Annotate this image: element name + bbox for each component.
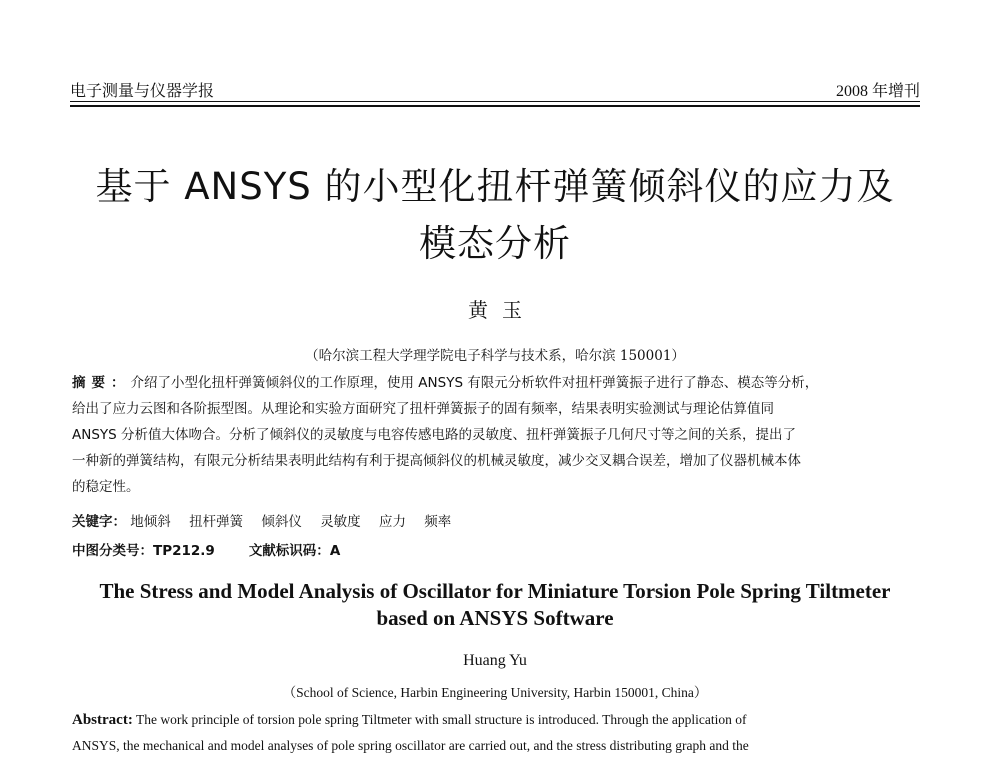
title-english-line-2: based on ANSYS Software [376,606,614,630]
title-english [70,578,920,632]
abstract-chinese-line-3: ANSYS 分析值大体吻合。分析了倾斜仪的灵敏度与电容传感电路的灵敏度、扭杆弹簧振子几何尺寸等之间的关系，提出了 [72,427,797,443]
author-chinese: 黄玉 [468,298,536,322]
doc-code-label: 文献标识码： [248,543,330,559]
issue-label: 2008 年增刊 [835,83,920,100]
keyword-item: 灵敏度 [320,514,361,530]
title-chinese [70,158,920,272]
abstract-english-line-1 [72,707,920,733]
keyword-item: 扭杆弹簧 [189,514,244,530]
keywords-label: 关键字： [72,514,126,530]
abstract-chinese-text-1: 介绍了小型化扭杆弹簧倾斜仪的工作原理，使用 ANSYS 有限元分析软件对扭杆弹簧振子进行了静态、模态等分析， [130,375,819,391]
abstract-english [72,707,920,758]
title-chinese-line-1: 基于 ANSYS 的小型化扭杆弹簧倾斜仪的应力及 [95,165,895,208]
journal-name: 电子测量与仪器学报 [70,81,215,100]
title-chinese-line-2: 模态分析 [419,222,571,265]
abstract-chinese-line-1 [72,370,920,396]
author-english: Huang Yu [463,652,527,669]
abstract-chinese [72,370,920,500]
classification-chinese [72,539,920,559]
affiliation-english: （School of Science, Harbin Engineering University, Harbin 150001, China） [282,685,708,700]
abstract-english-text-1: The work principle of torsion pole spring Tiltmeter with small structure is introduced. Through the application of [132,712,747,727]
abstract-english-label: Abstract: [72,712,133,728]
keywords-chinese [72,510,920,530]
clc-value: TP212.9 [153,543,215,559]
abstract-chinese-label: 摘要： [72,375,131,391]
abstract-chinese-line-4: 一种新的弹簧结构，有限元分析结果表明此结构有利于提高倾斜仪的机械灵敏度，减少交叉耦合误差，增加了仪器机械本体 [72,453,801,469]
running-head [70,78,920,102]
header-rule-thick [70,105,920,107]
keyword-item: 倾斜仪 [261,514,302,530]
keyword-item: 地倾斜 [130,514,171,530]
clc-label: 中图分类号： [72,543,153,559]
abstract-english-line-2: ANSYS, the mechanical and model analyses of pole spring oscillator are carried out, and the stress distributing graph and the [72,738,749,753]
title-english-line-1: The Stress and Model Analysis of Oscillator for Miniature Torsion Pole Spring Tiltmeter [99,579,891,603]
affiliation-chinese: （哈尔滨工程大学理学院电子科学与技术系，哈尔滨 150001） [305,348,685,364]
abstract-chinese-line-2: 给出了应力云图和各阶振型图。从理论和实验方面研究了扭杆弹簧振子的固有频率，结果表明实验测试与理论估算值同 [72,401,774,417]
keyword-item: 应力 [378,514,406,530]
keyword-item: 频率 [424,514,452,530]
doc-code-value: A [329,543,341,559]
abstract-chinese-line-5: 的稳定性。 [72,479,140,495]
header-rule-thin [70,101,920,102]
